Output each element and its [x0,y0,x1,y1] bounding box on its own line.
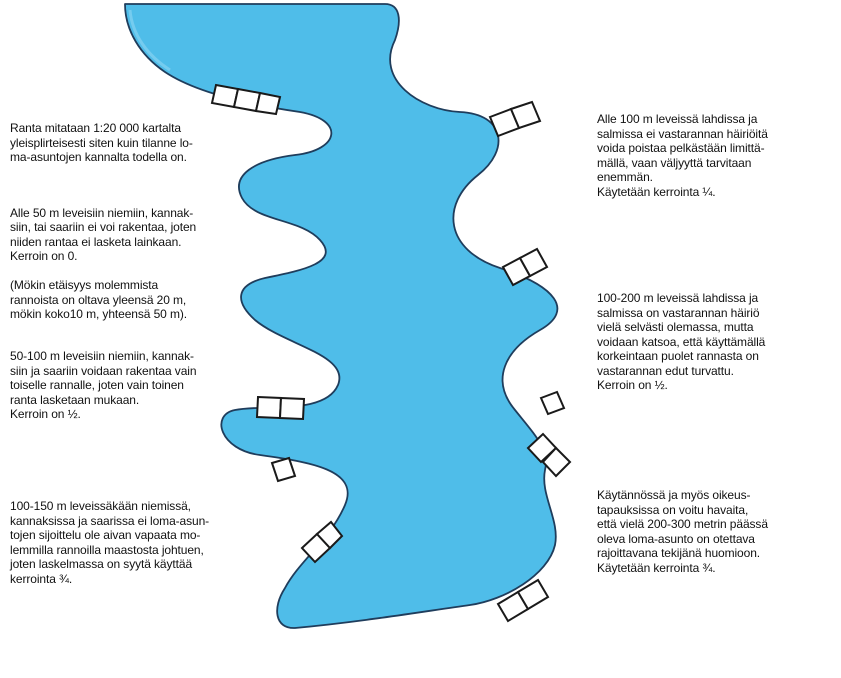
left-note-under-50m-text: Alle 50 m leveisiin niemiin, kannak- siin, tai saariin ei voi rakentaa, joten niiden rantaa ei lasketa lainkaan. Kerroin on 0. [10,205,197,263]
cabin-group-3 [503,249,547,285]
right-note-100-200m: 100-200 m leveissä lahdissa ja salmissa on vastarannan häiriö vielä selvästi olemassa, mutta voidaan katsoa, että käyttämällä korkeintaan puolet rannasta on vastarannan edut turvattu. Kerroin on ½. [597,291,766,392]
cabin-group-5 [257,397,304,419]
cabin-group-2 [490,102,540,136]
left-note-under-50m [10,191,196,336]
left-note-cabin-distance: (Mökin etäisyys molemmista rannoista on oltava yleensä 20 m, mökin koko10 m, yhteensä 50 m). [10,278,187,321]
left-note-100-150m: 100-150 m leveissäkään niemissä, kannaksissa ja saarissa ei loma-asun- tojen sijoittelu ole aivan vapaata mo- lemmilla rannoilla maastosta johtuen, joten laskelmassa on syytä käyttää kerrointa ¾. [10,499,210,586]
left-note-50-100m: 50-100 m leveisiin niemiin, kannak- siin ja saariin voidaan rakentaa vain toiselle rannalle, joten vain toinen ranta lasketaan mukaan. Kerroin on ½. [10,349,197,421]
right-note-under-100m: Alle 100 m leveissä lahdissa ja salmissa ei vastarannan häiriöitä voida poistaa pelkästään limittä- mällä, vaan väljyyttä tarvitaan enemmän. Käytetään kerrointa ¼. [597,112,768,199]
cabin-single-1 [541,392,564,414]
right-note-200-300m: Käytännössä ja myös oikeus- tapauksissa on voitu havaita, että vielä 200-300 metrin päässä oleva loma-asunto on otettava rajoittavana tekijänä huomioon. Käytetään kerrointa ¾. [597,488,768,575]
cabin-single-2 [272,458,295,481]
left-note-measurement: Ranta mitataan 1:20 000 kartalta yleisplirteisesti siten kuin tilanne lo- ma-asuntojen kannalta todella on. [10,121,193,164]
